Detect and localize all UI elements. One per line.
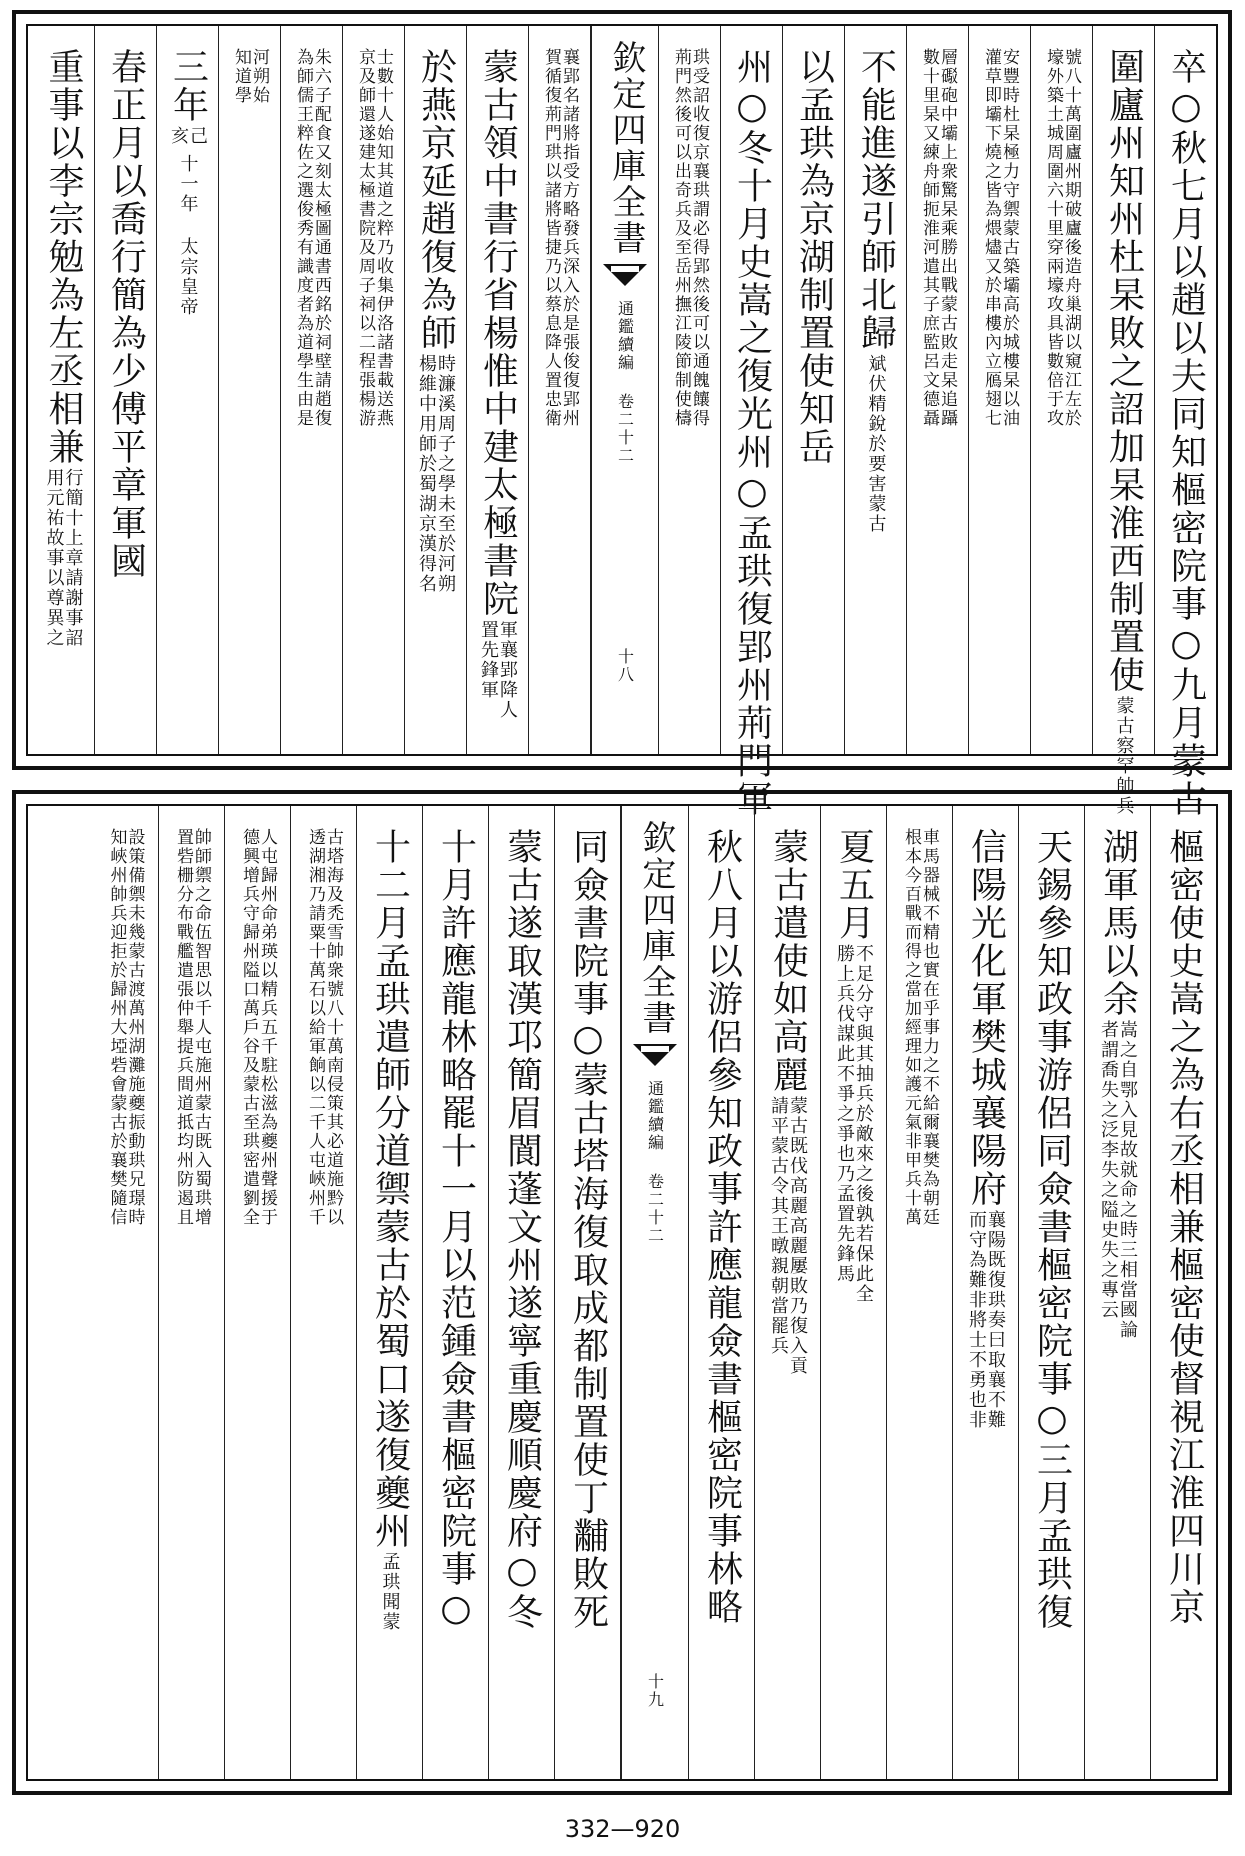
annotation-line: 人屯歸州命弟瑛以精兵五千駐松滋為夔州聲援于 bbox=[257, 828, 277, 1227]
main-text: 十二月孟珙遣師分道禦蒙古於蜀口遂復夔州 bbox=[369, 828, 411, 1550]
main-text: 不能進遂引師北歸 bbox=[855, 48, 897, 352]
main-text: 秋八月以游侶參知政事許應龍僉書樞密院事林略 bbox=[701, 828, 743, 1626]
annotation-line: 層礟砲中壩上衆驚杲乘勝出戰蒙古敗走杲追躡 bbox=[937, 48, 957, 428]
annotation-line: 朱六子配食又刻太極圖通書西銘於祠壁請趙復 bbox=[311, 48, 331, 428]
right-column bbox=[968, 26, 1030, 754]
annotation-note bbox=[835, 806, 872, 1304]
main-text: 湖軍馬以余 bbox=[1097, 828, 1139, 1018]
main-text: 蒙古遂取漢邛簡眉閬蓬文州遂寧重慶順慶府○冬 bbox=[501, 828, 543, 1631]
fish-tail-mark-icon bbox=[603, 264, 647, 294]
left-column bbox=[158, 806, 224, 1779]
annotation-line: 斌伏精銳於要害蒙古 bbox=[865, 354, 887, 534]
annotation-line: 號八十萬圍廬州期破廬後造舟巢湖以窺江左於 bbox=[1061, 48, 1081, 428]
volume-label: 通鑑續編 卷二十二 bbox=[645, 1080, 665, 1245]
annotation-line: 知峽州帥兵迎拒於歸州大埡砦會蒙古於襄樊隨信 bbox=[106, 828, 127, 1227]
main-text: 圍廬州知州杜杲敗之詔加杲淮西制置使 bbox=[1103, 48, 1145, 694]
top-page-frame bbox=[26, 24, 1218, 818]
annotation-note bbox=[967, 806, 1004, 1430]
left-column bbox=[32, 26, 94, 754]
annotation-note bbox=[294, 26, 329, 754]
annotation-line: 請平蒙古令其王暾親朝當罷兵 bbox=[768, 1096, 789, 1356]
annotation-note bbox=[1099, 806, 1136, 1340]
left-column bbox=[290, 806, 356, 1779]
left-column bbox=[94, 26, 156, 754]
annotation-note bbox=[108, 806, 143, 1779]
main-text: 蒙古領中書行省楊惟中建太極書院 bbox=[477, 48, 519, 618]
annotation-note bbox=[1044, 26, 1079, 754]
annotation-line: 而守為難非將士不勇也非 bbox=[966, 1210, 987, 1430]
library-title: 欽定四庫全書 bbox=[605, 40, 646, 256]
main-text: 重事以李宗勉為左丞相兼 bbox=[43, 48, 84, 466]
right-column bbox=[1150, 806, 1216, 1779]
annotation-note bbox=[542, 26, 577, 754]
main-text: 樞密使史嵩之為右丞相兼樞密使督視江淮四川京 bbox=[1163, 828, 1205, 1626]
annotation-note bbox=[982, 26, 1017, 754]
center-fold-heading bbox=[590, 26, 658, 754]
main-text: 十月許應龍林略罷十一月以范鍾僉書樞密院事○ bbox=[435, 828, 477, 1631]
annotation-line: 置砦栅分布戰艦遣張仲舉提兵間道抵均州防遏且 bbox=[173, 828, 193, 1227]
annotation-line: 賀循復荊門珙以諸將皆捷乃以蔡息降人置忠衛 bbox=[541, 48, 561, 428]
main-text: 於燕京延趙復為師 bbox=[415, 48, 457, 352]
left-column bbox=[280, 26, 342, 754]
annotation-note bbox=[381, 806, 399, 1632]
main-text: 夏五月 bbox=[833, 828, 875, 942]
annotation-note bbox=[45, 26, 82, 648]
fish-tail-mark-icon bbox=[633, 1044, 677, 1074]
right-column bbox=[1018, 806, 1084, 1779]
annotation-line: 為師儒王粹佐之選俊秀有識度者為道學生由是 bbox=[293, 48, 313, 428]
annotation-line: 古塔海及禿雪帥衆號八十萬南侵策其必道施黔以 bbox=[323, 828, 343, 1227]
annotation-note bbox=[867, 26, 885, 534]
left-column bbox=[528, 26, 590, 754]
page-footer-number: 332—920 bbox=[564, 1815, 681, 1843]
left-column bbox=[342, 26, 404, 754]
right-column bbox=[1092, 26, 1154, 816]
annotation-line: 蒙古既伐高麗高麗屢敗乃復入貢 bbox=[787, 1096, 808, 1376]
annotation-line: 京及師還遂建太極書院及周子祠以二程張楊游 bbox=[355, 48, 375, 428]
annotation-line: 荊門然後可以出奇兵及至岳州撫江陵節制使檮 bbox=[671, 48, 691, 428]
main-text: 同僉書院事○蒙古塔海復取成都制置使丁黼敗死 bbox=[567, 828, 609, 1631]
main-text: 州○冬十月史嵩之復光州○孟珙復郢州荊門軍 bbox=[731, 48, 773, 818]
right-column bbox=[720, 26, 782, 818]
left-column bbox=[554, 806, 620, 1779]
bottom-page-frame bbox=[26, 804, 1218, 1781]
annotation-line: 設策備禦未幾蒙古渡萬州湖灘施夔振動珙兄璟時 bbox=[124, 828, 145, 1227]
annotation-note bbox=[902, 806, 937, 1779]
right-column bbox=[1084, 806, 1150, 1779]
annotation-line: 亥 bbox=[168, 126, 189, 146]
annotation-note bbox=[672, 26, 707, 754]
annotation-line: 不足分守與其抽兵於敵來之後孰若保此全 bbox=[853, 944, 874, 1304]
annotation-line: 孟珙聞蒙 bbox=[379, 1552, 401, 1632]
right-column bbox=[754, 806, 820, 1779]
library-title: 欽定四庫全書 bbox=[635, 820, 676, 1036]
left-column bbox=[356, 806, 422, 1779]
left-column bbox=[466, 26, 528, 754]
annotation-note bbox=[169, 26, 206, 146]
annotation-line: 襄郢名諸將指受方略發兵深入於是張俊復郢州 bbox=[559, 48, 579, 428]
left-column bbox=[224, 806, 290, 1779]
annotation-line: 根本今百戰而得之當加經理如護元氣非甲兵十萬 bbox=[901, 828, 921, 1227]
annotation-note bbox=[1115, 26, 1133, 816]
annotation-line: 楊維中用師於蜀湖京漢得名 bbox=[416, 354, 437, 594]
annotation-line: 軍襄郢降人 bbox=[497, 620, 518, 720]
annotation-line: 蒙古察罕帥兵 bbox=[1113, 696, 1135, 816]
annotation-line: 十一年 太宗皇帝 bbox=[177, 154, 199, 317]
annotation-line: 河朔始 bbox=[249, 48, 269, 105]
left-column bbox=[488, 806, 554, 1779]
annotation-line: 珙受詔收復京襄珙謂必得郢然後可以通餽饟得 bbox=[689, 48, 709, 428]
annotation-note bbox=[920, 26, 955, 754]
annotation-note bbox=[174, 806, 209, 1779]
main-text: 以孟珙為京湖制置使知岳 bbox=[793, 48, 835, 466]
right-column bbox=[688, 806, 754, 1779]
annotation-line: 己 bbox=[187, 126, 208, 146]
main-text: 春正月以喬行簡為少傅平章軍國 bbox=[105, 48, 147, 580]
annotation-line: 透湖湘乃請粟十萬石以給軍餉以二千人屯峽州千 bbox=[305, 828, 325, 1227]
annotation-note bbox=[479, 26, 516, 720]
annotation-line: 帥師禦之命伍智思以千人屯施州蒙古既入蜀珙增 bbox=[191, 828, 211, 1227]
left-column bbox=[156, 26, 218, 754]
right-column bbox=[952, 806, 1018, 1779]
annotation-line: 嵩之自鄂入見故就命之時三相當國論 bbox=[1117, 1020, 1138, 1340]
annotation-line: 德興增兵守歸州隘口萬戶谷及蒙古至珙密遣劉全 bbox=[239, 828, 259, 1227]
center-fold-heading bbox=[620, 806, 688, 1779]
left-column bbox=[218, 26, 280, 754]
leaf-number: 十八 bbox=[615, 648, 635, 684]
main-text: 信陽光化軍樊城襄陽府 bbox=[965, 828, 1007, 1208]
left-column bbox=[404, 26, 466, 754]
annotation-line: 行簡十上章請謝事詔 bbox=[62, 468, 84, 648]
right-column bbox=[1154, 26, 1216, 818]
annotation-note bbox=[306, 806, 341, 1779]
right-column bbox=[658, 26, 720, 754]
annotation-line: 時濂溪周子之學未至於河朔 bbox=[435, 354, 456, 594]
annotation-line: 車馬器械不精也實在乎事力之不給爾襄樊為朝廷 bbox=[919, 828, 939, 1227]
annotation-note bbox=[356, 26, 391, 754]
main-text: 蒙古遣使如高麗 bbox=[767, 828, 809, 1094]
annotation-line: 數十里杲又練舟師扼淮河遣其子庶監呂文德聶 bbox=[919, 48, 939, 428]
leaf-number: 十九 bbox=[645, 1673, 665, 1709]
right-column bbox=[1030, 26, 1092, 754]
left-column bbox=[422, 806, 488, 1779]
main-text: 天錫參知政事游侶同僉書樞密院事○三月孟珙復 bbox=[1031, 828, 1073, 1631]
right-column bbox=[820, 806, 886, 1779]
right-column bbox=[906, 26, 968, 754]
main-text: 卒○秋七月以趙以夫同知樞密院事○九月蒙古 bbox=[1165, 48, 1207, 818]
top-page bbox=[12, 10, 1232, 818]
annotation-line: 勝上兵伐謀此不爭之爭也乃孟置先鋒馬 bbox=[834, 944, 855, 1284]
annotation-line: 置先鋒軍 bbox=[478, 620, 499, 700]
annotation-line: 襄陽既復珙奏曰取襄不難 bbox=[985, 1210, 1006, 1430]
annotation-line: 士數十人始知其道之粹乃收集伊洛諸書載送燕 bbox=[373, 48, 393, 428]
bottom-page bbox=[12, 790, 1232, 1795]
annotation-line: 知道學 bbox=[231, 48, 251, 105]
annotation-line: 用元祐故事以尊異之 bbox=[43, 468, 65, 648]
left-column bbox=[92, 806, 158, 1779]
annotation-note bbox=[417, 26, 454, 594]
annotation-note bbox=[769, 806, 806, 1376]
annotation-line: 灌草即壩下燒之皆為煨燼又於串樓內立鴈翅七 bbox=[981, 48, 1001, 428]
right-column bbox=[886, 806, 952, 1779]
main-text: 三年 bbox=[167, 48, 209, 124]
annotation-note bbox=[240, 806, 275, 1779]
right-column bbox=[782, 26, 844, 754]
annotation-note bbox=[232, 26, 267, 754]
volume-label: 通鑑續編 卷二十二 bbox=[615, 300, 635, 465]
annotation-line: 壕外築土城周圍六十里穿兩壕攻具皆數倍于攻 bbox=[1043, 48, 1063, 428]
annotation-line: 者謂喬失之泛李失之隘史失之專云 bbox=[1098, 1020, 1119, 1320]
annotation-line: 安豐時杜杲極力守禦蒙古築壩高於城樓杲以油 bbox=[999, 48, 1019, 428]
right-column bbox=[844, 26, 906, 754]
